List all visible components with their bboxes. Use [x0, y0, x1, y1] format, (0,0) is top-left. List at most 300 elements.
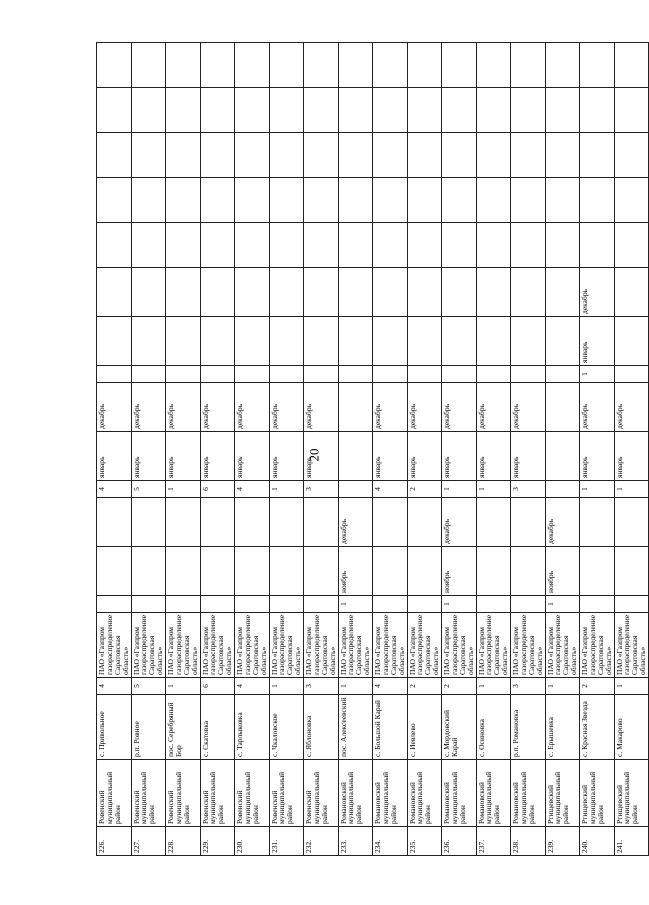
empty-cell: [131, 178, 166, 223]
end-month-2021-cell: [97, 498, 132, 547]
locality-cell: р.п. Ровное: [131, 695, 166, 760]
start-month-2023-cell: январь: [580, 317, 615, 366]
empty-cell: [235, 178, 270, 223]
start-month-2021-cell: [373, 547, 408, 596]
start-month-2022-cell: январь: [476, 432, 511, 481]
object-count-cell: 1: [338, 678, 373, 695]
row-number-cell: 240.: [580, 827, 615, 856]
empty-cell: [407, 88, 442, 133]
empty-cell: [166, 223, 201, 268]
start-month-2022-cell: январь: [97, 432, 132, 481]
empty-cell: [97, 133, 132, 178]
organization-cell: ПАО «Газпром газораспределение Саратовская область»: [304, 613, 339, 678]
locality-cell: р.п. Романовка: [511, 695, 546, 760]
end-month-2023-cell: декабрь: [580, 268, 615, 317]
qty-2022-cell: 1: [476, 481, 511, 498]
empty-cell: [235, 88, 270, 133]
end-month-2022-cell: декабрь: [235, 383, 270, 432]
empty-cell: [407, 178, 442, 223]
object-count-cell: 2: [407, 678, 442, 695]
start-month-2023-cell: [476, 317, 511, 366]
object-count-cell: 4: [373, 678, 408, 695]
organization-cell: ПАО «Газпром газораспределение Саратовская область»: [269, 613, 304, 678]
district-cell: Ртищевский муниципальный район: [545, 760, 580, 827]
table-row: [580, 43, 615, 856]
start-month-2022-cell: январь: [166, 432, 201, 481]
end-month-2021-cell: [407, 498, 442, 547]
end-month-2022-cell: декабрь: [166, 383, 201, 432]
empty-cell: [580, 43, 615, 88]
end-month-2022-cell: декабрь: [131, 383, 166, 432]
empty-cell: [97, 43, 132, 88]
end-month-2021-cell: [614, 498, 649, 547]
empty-cell: [131, 43, 166, 88]
empty-cell: [269, 223, 304, 268]
empty-cell: [545, 43, 580, 88]
start-month-2023-cell: [269, 317, 304, 366]
qty-2022-cell: 5: [131, 481, 166, 498]
start-month-2023-cell: [442, 317, 477, 366]
end-month-2021-cell: [304, 498, 339, 547]
locality-cell: с. Красная Звезда: [580, 695, 615, 760]
locality-cell: с. Ерышевка: [545, 695, 580, 760]
end-month-2022-cell: декабрь: [442, 383, 477, 432]
empty-cell: [97, 178, 132, 223]
end-month-2023-cell: [235, 268, 270, 317]
empty-cell: [580, 178, 615, 223]
organization-cell: ПАО «Газпром газораспределение Саратовская область»: [545, 613, 580, 678]
locality-cell: с. Мордовский Карай: [442, 695, 477, 760]
organization-cell: ПАО «Газпром газораспределение Саратовская область»: [614, 613, 649, 678]
end-month-2023-cell: [338, 268, 373, 317]
qty-2023-cell: [200, 366, 235, 383]
qty-2021-cell: 1: [545, 596, 580, 613]
qty-2021-cell: [580, 596, 615, 613]
qty-2023-cell: [235, 366, 270, 383]
locality-cell: с. Большой Карай: [373, 695, 408, 760]
row-number-cell: 229.: [200, 827, 235, 856]
empty-cell: [545, 133, 580, 178]
start-month-2022-cell: [545, 432, 580, 481]
empty-cell: [200, 178, 235, 223]
start-month-2023-cell: [614, 317, 649, 366]
district-cell: Ртищевский муниципальный район: [580, 760, 615, 827]
empty-cell: [373, 88, 408, 133]
start-month-2021-cell: [166, 547, 201, 596]
row-number-cell: 238.: [511, 827, 546, 856]
empty-cell: [97, 88, 132, 133]
start-month-2023-cell: [97, 317, 132, 366]
end-month-2022-cell: [338, 383, 373, 432]
empty-cell: [373, 133, 408, 178]
qty-2022-cell: 3: [304, 481, 339, 498]
qty-2023-cell: [131, 366, 166, 383]
table-row: [200, 43, 235, 856]
qty-2022-cell: [545, 481, 580, 498]
organization-cell: ПАО «Газпром газораспределение Саратовская область»: [166, 613, 201, 678]
start-month-2021-cell: ноябрь: [545, 547, 580, 596]
object-count-cell: 3: [304, 678, 339, 695]
empty-cell: [200, 133, 235, 178]
district-cell: Ровенский муниципальный район: [235, 760, 270, 827]
qty-2021-cell: 1: [442, 596, 477, 613]
organization-cell: ПАО «Газпром газораспределение Саратовская область»: [235, 613, 270, 678]
table-row: [545, 43, 580, 856]
start-month-2021-cell: [200, 547, 235, 596]
row-number-cell: 234.: [373, 827, 408, 856]
organization-cell: ПАО «Газпром газораспределение Саратовская область»: [97, 613, 132, 678]
start-month-2023-cell: [407, 317, 442, 366]
table-row: [476, 43, 511, 856]
object-count-cell: 1: [476, 678, 511, 695]
district-cell: Ровенский муниципальный район: [131, 760, 166, 827]
object-count-cell: 1: [614, 678, 649, 695]
locality-cell: пос. Алексеевский: [338, 695, 373, 760]
object-count-cell: 4: [235, 678, 270, 695]
start-month-2023-cell: [511, 317, 546, 366]
end-month-2023-cell: [269, 268, 304, 317]
qty-2021-cell: [269, 596, 304, 613]
qty-2021-cell: 1: [338, 596, 373, 613]
locality-cell: с. Скатовка: [200, 695, 235, 760]
row-number-cell: 241.: [614, 827, 649, 856]
qty-2021-cell: [511, 596, 546, 613]
empty-cell: [97, 223, 132, 268]
end-month-2022-cell: декабрь: [614, 383, 649, 432]
empty-cell: [373, 223, 408, 268]
empty-cell: [511, 223, 546, 268]
qty-2021-cell: [476, 596, 511, 613]
organization-cell: ПАО «Газпром газораспределение Саратовская область»: [442, 613, 477, 678]
object-count-cell: 2: [442, 678, 477, 695]
qty-2023-cell: [476, 366, 511, 383]
empty-cell: [442, 178, 477, 223]
empty-cell: [614, 223, 649, 268]
qty-2021-cell: [131, 596, 166, 613]
locality-cell: с. Чкаловское: [269, 695, 304, 760]
organization-cell: ПАО «Газпром газораспределение Саратовская область»: [131, 613, 166, 678]
start-month-2023-cell: [304, 317, 339, 366]
start-month-2021-cell: [511, 547, 546, 596]
end-month-2022-cell: декабрь: [304, 383, 339, 432]
start-month-2022-cell: январь: [131, 432, 166, 481]
qty-2022-cell: 3: [511, 481, 546, 498]
empty-cell: [304, 223, 339, 268]
empty-cell: [476, 223, 511, 268]
row-number-cell: 227.: [131, 827, 166, 856]
start-month-2021-cell: [304, 547, 339, 596]
qty-2022-cell: 1: [269, 481, 304, 498]
start-month-2022-cell: январь: [200, 432, 235, 481]
table-row: [304, 43, 339, 856]
empty-cell: [407, 133, 442, 178]
object-count-cell: 3: [511, 678, 546, 695]
qty-2023-cell: [166, 366, 201, 383]
start-month-2021-cell: ноябрь: [338, 547, 373, 596]
qty-2021-cell: [166, 596, 201, 613]
page-number: 20: [306, 448, 321, 462]
end-month-2022-cell: декабрь: [373, 383, 408, 432]
start-month-2022-cell: январь: [614, 432, 649, 481]
organization-cell: ПАО «Газпром газораспределение Саратовская область»: [200, 613, 235, 678]
empty-cell: [476, 133, 511, 178]
qty-2023-cell: [338, 366, 373, 383]
qty-2022-cell: 4: [97, 481, 132, 498]
empty-cell: [476, 43, 511, 88]
table-row: [166, 43, 201, 856]
qty-2023-cell: [269, 366, 304, 383]
qty-2023-cell: [442, 366, 477, 383]
start-month-2022-cell: январь: [407, 432, 442, 481]
table-body: [97, 43, 649, 856]
start-month-2021-cell: [131, 547, 166, 596]
empty-cell: [304, 43, 339, 88]
qty-2023-cell: [407, 366, 442, 383]
table-row: [97, 43, 132, 856]
end-month-2023-cell: [545, 268, 580, 317]
locality-cell: с. Иевлево: [407, 695, 442, 760]
rotated-table-container: [96, 48, 648, 856]
qty-2022-cell: 2: [407, 481, 442, 498]
district-cell: Ровенский муниципальный район: [304, 760, 339, 827]
locality-cell: с. Яблоновка: [304, 695, 339, 760]
empty-cell: [166, 88, 201, 133]
end-month-2023-cell: [476, 268, 511, 317]
table-row: [235, 43, 270, 856]
end-month-2021-cell: [476, 498, 511, 547]
start-month-2023-cell: [200, 317, 235, 366]
row-number-cell: 235.: [407, 827, 442, 856]
empty-cell: [304, 133, 339, 178]
end-month-2021-cell: [166, 498, 201, 547]
qty-2022-cell: 1: [442, 481, 477, 498]
locality-cell: с. Макарово: [614, 695, 649, 760]
empty-cell: [200, 223, 235, 268]
empty-cell: [200, 88, 235, 133]
empty-cell: [235, 223, 270, 268]
empty-cell: [545, 178, 580, 223]
district-cell: Романовский муниципальный район: [476, 760, 511, 827]
district-cell: Романовский муниципальный район: [442, 760, 477, 827]
register-table: [96, 42, 649, 856]
empty-cell: [131, 133, 166, 178]
end-month-2022-cell: декабрь: [580, 383, 615, 432]
end-month-2023-cell: [131, 268, 166, 317]
empty-cell: [269, 88, 304, 133]
start-month-2022-cell: январь: [373, 432, 408, 481]
empty-cell: [614, 43, 649, 88]
start-month-2021-cell: [476, 547, 511, 596]
locality-cell: с. Тарлыковка: [235, 695, 270, 760]
district-cell: Романовский муниципальный район: [338, 760, 373, 827]
empty-cell: [235, 133, 270, 178]
qty-2022-cell: 1: [166, 481, 201, 498]
end-month-2023-cell: [166, 268, 201, 317]
organization-cell: ПАО «Газпром газораспределение Саратовская область»: [511, 613, 546, 678]
start-month-2022-cell: январь: [269, 432, 304, 481]
district-cell: Ровенский муниципальный район: [97, 760, 132, 827]
empty-cell: [580, 223, 615, 268]
start-month-2021-cell: [580, 547, 615, 596]
table-row: [131, 43, 166, 856]
empty-cell: [373, 178, 408, 223]
start-month-2021-cell: [269, 547, 304, 596]
district-cell: Романовский муниципальный район: [511, 760, 546, 827]
empty-cell: [131, 223, 166, 268]
table-row: [338, 43, 373, 856]
empty-cell: [614, 133, 649, 178]
organization-cell: ПАО «Газпром газораспределение Саратовская область»: [373, 613, 408, 678]
district-cell: Ровенский муниципальный район: [166, 760, 201, 827]
empty-cell: [511, 133, 546, 178]
end-month-2021-cell: [235, 498, 270, 547]
end-month-2021-cell: [580, 498, 615, 547]
table-row: [614, 43, 649, 856]
empty-cell: [373, 43, 408, 88]
row-number-cell: 231.: [269, 827, 304, 856]
qty-2022-cell: 4: [373, 481, 408, 498]
organization-cell: ПАО «Газпром газораспределение Саратовская область»: [338, 613, 373, 678]
empty-cell: [235, 43, 270, 88]
end-month-2021-cell: [373, 498, 408, 547]
qty-2021-cell: [97, 596, 132, 613]
qty-2022-cell: 4: [235, 481, 270, 498]
table-row: [269, 43, 304, 856]
end-month-2023-cell: [97, 268, 132, 317]
qty-2023-cell: [511, 366, 546, 383]
qty-2022-cell: 1: [580, 481, 615, 498]
row-number-cell: 239.: [545, 827, 580, 856]
row-number-cell: 232.: [304, 827, 339, 856]
row-number-cell: 230.: [235, 827, 270, 856]
empty-cell: [545, 88, 580, 133]
empty-cell: [269, 43, 304, 88]
empty-cell: [338, 223, 373, 268]
start-month-2022-cell: [338, 432, 373, 481]
end-month-2021-cell: [131, 498, 166, 547]
row-number-cell: 236.: [442, 827, 477, 856]
object-count-cell: 2: [580, 678, 615, 695]
locality-cell: с. Привольное: [97, 695, 132, 760]
end-month-2023-cell: [200, 268, 235, 317]
qty-2021-cell: [407, 596, 442, 613]
end-month-2021-cell: декабрь: [442, 498, 477, 547]
district-cell: Ровенский муниципальный район: [269, 760, 304, 827]
end-month-2023-cell: [511, 268, 546, 317]
object-count-cell: 1: [545, 678, 580, 695]
empty-cell: [442, 223, 477, 268]
empty-cell: [511, 178, 546, 223]
empty-cell: [511, 43, 546, 88]
object-count-cell: 1: [166, 678, 201, 695]
district-cell: Романовский муниципальный район: [373, 760, 408, 827]
qty-2021-cell: [304, 596, 339, 613]
object-count-cell: 4: [97, 678, 132, 695]
end-month-2022-cell: декабрь: [476, 383, 511, 432]
start-month-2022-cell: январь: [304, 432, 339, 481]
object-count-cell: 1: [269, 678, 304, 695]
empty-cell: [166, 133, 201, 178]
end-month-2022-cell: декабрь: [200, 383, 235, 432]
row-number-cell: 237.: [476, 827, 511, 856]
end-month-2022-cell: декабрь: [97, 383, 132, 432]
organization-cell: ПАО «Газпром газораспределение Саратовская область»: [580, 613, 615, 678]
start-month-2023-cell: [338, 317, 373, 366]
empty-cell: [442, 133, 477, 178]
qty-2023-cell: [304, 366, 339, 383]
start-month-2021-cell: [97, 547, 132, 596]
empty-cell: [614, 88, 649, 133]
empty-cell: [511, 88, 546, 133]
start-month-2021-cell: [614, 547, 649, 596]
qty-2021-cell: [200, 596, 235, 613]
end-month-2022-cell: [545, 383, 580, 432]
start-month-2023-cell: [166, 317, 201, 366]
table-row: [442, 43, 477, 856]
qty-2022-cell: 1: [614, 481, 649, 498]
empty-cell: [131, 88, 166, 133]
empty-cell: [476, 88, 511, 133]
district-cell: Романовский муниципальный район: [407, 760, 442, 827]
locality-cell: пос. Серебряный Бор: [166, 695, 201, 760]
locality-cell: с. Осиновка: [476, 695, 511, 760]
empty-cell: [338, 43, 373, 88]
empty-cell: [269, 133, 304, 178]
start-month-2023-cell: [373, 317, 408, 366]
end-month-2021-cell: декабрь: [338, 498, 373, 547]
end-month-2021-cell: [511, 498, 546, 547]
empty-cell: [407, 43, 442, 88]
end-month-2021-cell: [269, 498, 304, 547]
end-month-2021-cell: [200, 498, 235, 547]
qty-2023-cell: [545, 366, 580, 383]
qty-2021-cell: [373, 596, 408, 613]
empty-cell: [304, 178, 339, 223]
empty-cell: [200, 43, 235, 88]
start-month-2022-cell: январь: [442, 432, 477, 481]
district-cell: Ровенский муниципальный район: [200, 760, 235, 827]
qty-2021-cell: [235, 596, 270, 613]
empty-cell: [166, 43, 201, 88]
empty-cell: [338, 133, 373, 178]
end-month-2023-cell: [304, 268, 339, 317]
end-month-2022-cell: декабрь: [511, 383, 546, 432]
start-month-2023-cell: [235, 317, 270, 366]
end-month-2022-cell: декабрь: [407, 383, 442, 432]
start-month-2022-cell: январь: [235, 432, 270, 481]
empty-cell: [166, 178, 201, 223]
start-month-2021-cell: [235, 547, 270, 596]
end-month-2023-cell: [373, 268, 408, 317]
empty-cell: [442, 88, 477, 133]
empty-cell: [269, 178, 304, 223]
empty-cell: [614, 178, 649, 223]
end-month-2021-cell: декабрь: [545, 498, 580, 547]
empty-cell: [338, 88, 373, 133]
end-month-2023-cell: [407, 268, 442, 317]
start-month-2022-cell: январь: [511, 432, 546, 481]
empty-cell: [580, 88, 615, 133]
start-month-2021-cell: [407, 547, 442, 596]
qty-2023-cell: 1: [580, 366, 615, 383]
end-month-2023-cell: [614, 268, 649, 317]
organization-cell: ПАО «Газпром газораспределение Саратовская область»: [476, 613, 511, 678]
start-month-2022-cell: январь: [580, 432, 615, 481]
table-row: [511, 43, 546, 856]
qty-2021-cell: [614, 596, 649, 613]
empty-cell: [476, 178, 511, 223]
empty-cell: [545, 223, 580, 268]
